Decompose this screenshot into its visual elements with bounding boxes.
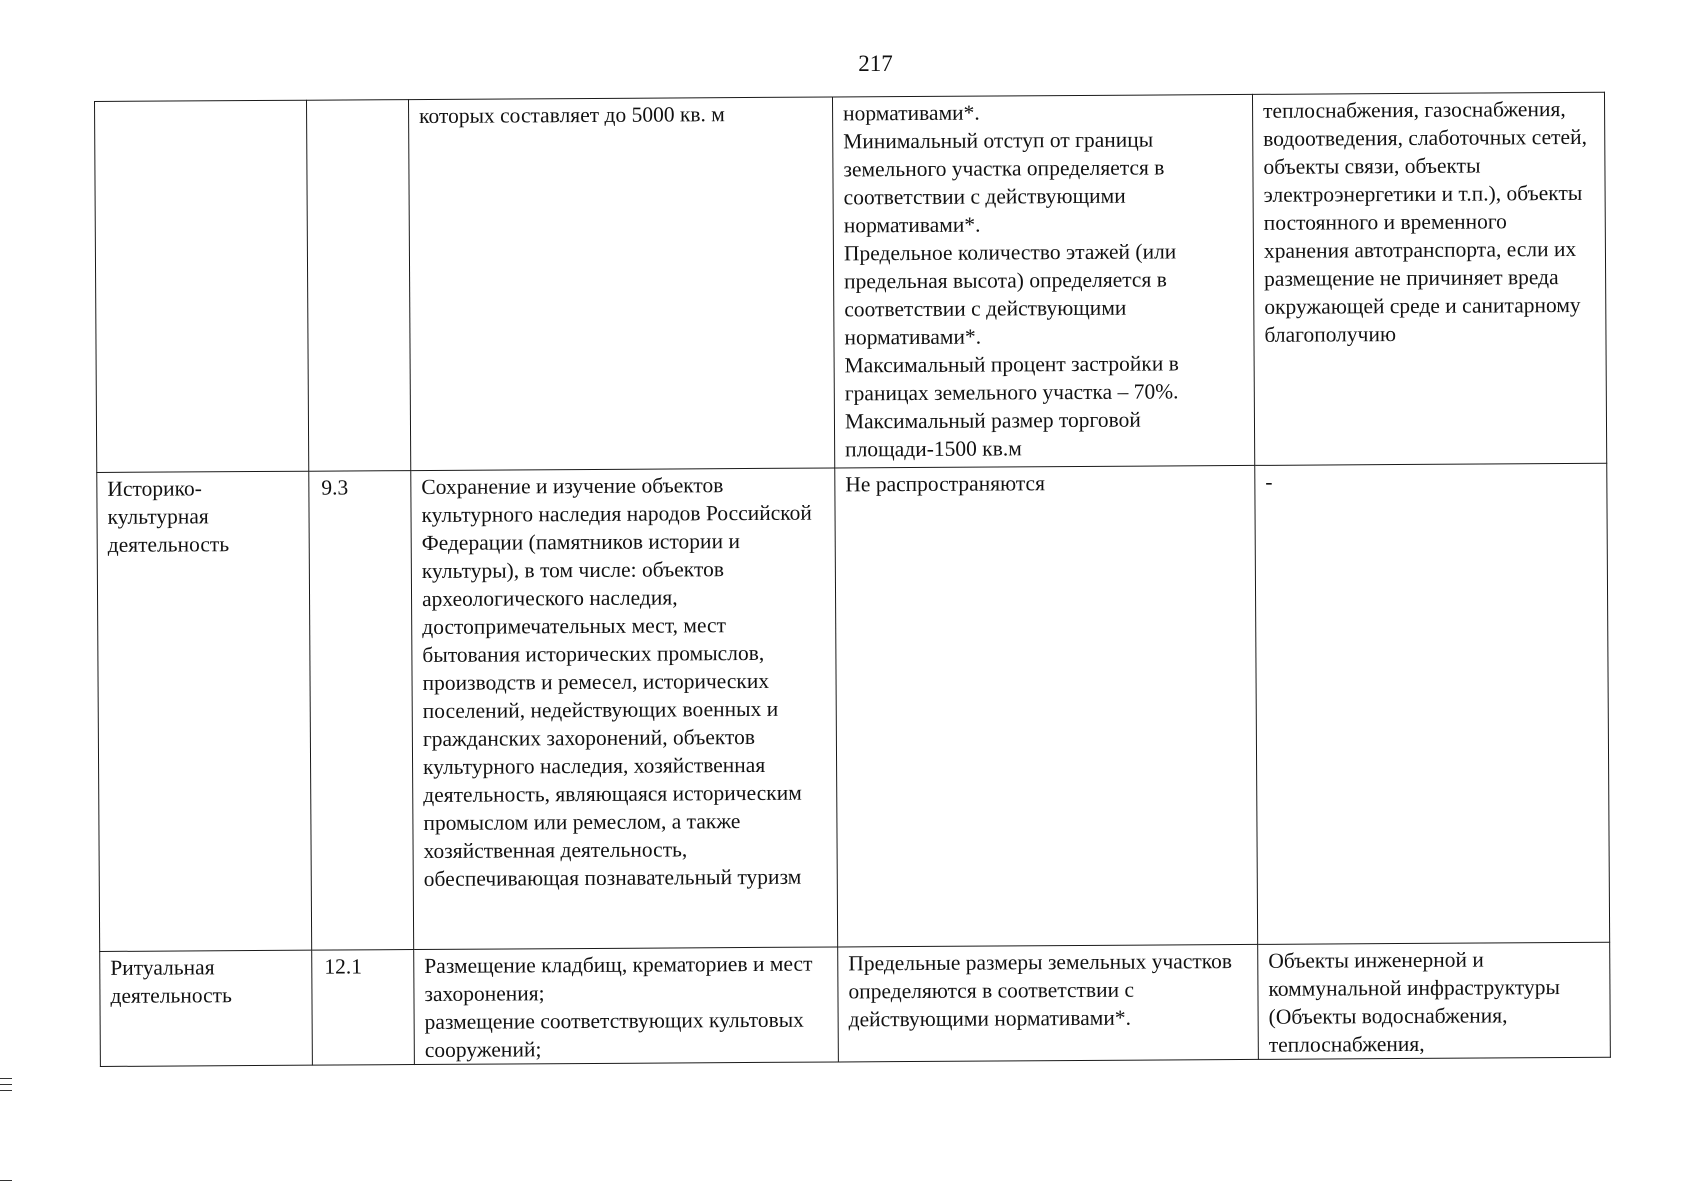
page-number: 217 [858, 51, 893, 76]
auxiliary-uses-cell: Объекты инженерной и коммунальной инфраструктуры (Объекты водоснабжения, теплоснабжения, [1258, 942, 1611, 1059]
land-use-description-cell: Размещение кладбищ, крематориев и мест захоронения; размещение соответствующих культовых сооружений; [414, 947, 839, 1065]
parameters-cell: Предельные размеры земельных участков определяются в соответствии с действующими нормативами*. [838, 944, 1259, 1062]
land-use-name-cell: Историко- культурная деятельность [97, 471, 312, 951]
binding-mark [0, 1084, 12, 1085]
table-row [95, 92, 1607, 472]
binding-mark [0, 1078, 12, 1079]
auxiliary-uses-cell: теплоснабжения, газоснабжения, водоотведения, слаботочных сетей, объекты связи, объекты электроэнергетики и т.п.), объекты постоянного и временного хранения автотранспорта, если их размещение не причиняет вреда окружающей среде и санитарному благополучию [1252, 92, 1606, 465]
land-use-code-cell: 12.1 [312, 950, 415, 1066]
land-use-code-cell: 9.3 [309, 471, 414, 951]
table-row [100, 942, 1611, 1066]
table-row [97, 463, 1610, 951]
binding-mark [0, 1090, 12, 1091]
land-use-name-cell: Ритуальная деятельность [100, 950, 313, 1066]
auxiliary-uses-cell: - [1255, 463, 1610, 944]
binding-mark [0, 1180, 12, 1181]
parameters-cell: нормативами*. Минимальный отступ от границы земельного участка определяется в соответствии с действующими нормативами*. Предельное количество этажей (или предельная высота) определяется в соответствии с действующими нормативами*. Максимальный процент застройки в границах земельного участка – 70%. Максимальный размер торговой площади-1500 кв.м [832, 94, 1254, 468]
parameters-cell: Не распространяются [835, 465, 1258, 947]
land-use-description-cell: Сохранение и изучение объектов культурного наследия народов Российской Федерации (памятников истории и культуры), в том числе: объектов археологического наследия, достопримечательных мест, мест бытования исторических промыслов, производств и ремесел, исторических поселений, недействующих военных и гражданских захоронений, объектов культурного наследия, хозяйственная деятельность, являющаяся историческим промыслом или ремеслом, а также хозяйственная деятельность, обеспечивающая познавательный туризм [411, 468, 838, 950]
land-use-description-cell: которых составляет до 5000 кв. м [408, 97, 834, 471]
zoning-table [94, 92, 1611, 1067]
land-use-name-cell [95, 100, 309, 472]
land-use-code-cell [306, 100, 410, 472]
